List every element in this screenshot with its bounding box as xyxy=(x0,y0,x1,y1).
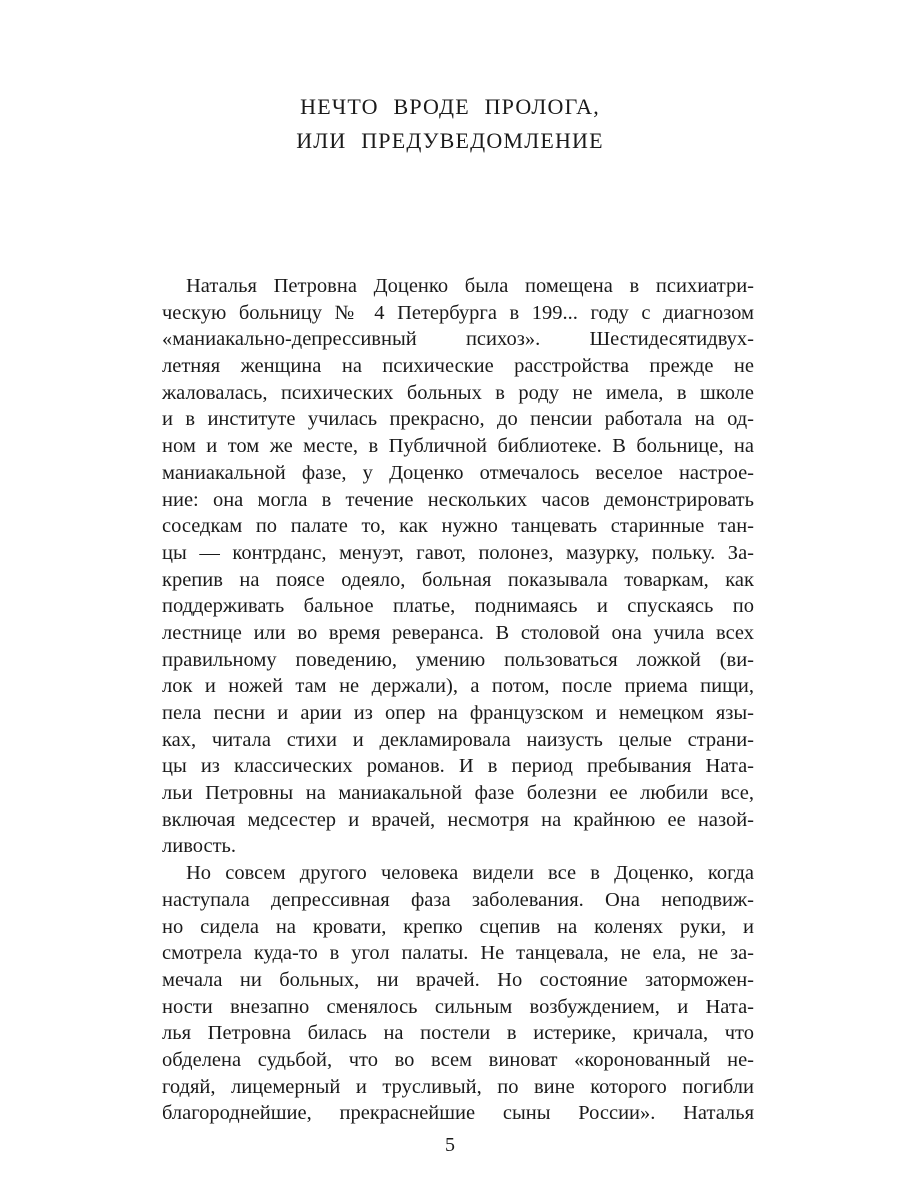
text-line: наступала депрессивная фаза заболевания. Она неподвиж- xyxy=(162,888,754,911)
text-line: пела песни и арии из опер на французском и немецком язы- xyxy=(162,702,754,724)
text-line: годяй, лицемерный и трусливый, по вине которого погибли xyxy=(162,1075,754,1098)
text-line: и в институте училась прекрасно, до пенсии работала на од- xyxy=(162,408,754,431)
text-line: поддерживать бальное платье, поднимаясь и спускаясь по xyxy=(162,595,754,618)
text-line: цы — контрданс, менуэт, гавот, полонез, мазурку, польку. За- xyxy=(162,541,754,564)
text-line: обделена судьбой, что во всем виноват «коронованный не- xyxy=(162,1048,754,1071)
text-line: ках, читала стихи и декламировала наизусть целые страни- xyxy=(162,728,754,751)
chapter-title-line-1: НЕЧТО ВРОДЕ ПРОЛОГА, xyxy=(300,94,600,119)
text-line: «маниакально-депрессивный психоз». Шестидесятидвух- xyxy=(162,328,754,351)
text-line: мечала ни больных, ни врачей. Но состояние заторможен- xyxy=(162,968,754,991)
text-line: соседкам по палате то, как нужно танцевать старинные тан- xyxy=(162,515,754,538)
text-line: ном и том же месте, в Публичной библиотеке. В больнице, на xyxy=(162,435,754,458)
text-line: Наталья Петровна Доценко была помещена в психиатри- xyxy=(186,275,754,297)
text-line: Но совсем другого человека видели все в Доценко, когда xyxy=(186,862,754,885)
text-line: но сидела на кровати, крепко сцепив на коленях руки, и xyxy=(162,915,754,938)
chapter-title-line-2: ИЛИ ПРЕДУВЕДОМЛЕНИЕ xyxy=(296,128,604,153)
text-line: ческую больницу № 4 Петербурга в 199... году с диагнозом xyxy=(162,301,754,324)
text-line: лок и ножей там не держали), а потом, после приема пищи, xyxy=(162,675,754,698)
page-number: 5 xyxy=(445,1134,455,1156)
body-text xyxy=(162,273,754,1127)
text-line: ливость. xyxy=(162,835,237,858)
text-line: ности внезапно сменялось сильным возбуждением, и Ната- xyxy=(162,995,754,1018)
text-line: лья Петровна билась на постели в истерике, кричала, что xyxy=(162,1022,754,1045)
paragraph-1 xyxy=(162,273,754,860)
text-line: маниакальной фазе, у Доценко отмечалось веселое настрое- xyxy=(162,461,754,484)
text-line: ние: она могла в течение нескольких часов демонстрировать xyxy=(162,488,754,511)
text-line: лестнице или во время реверанса. В столовой она учила всех xyxy=(162,621,754,644)
text-line: крепив на поясе одеяло, больная показывала товаркам, как xyxy=(162,568,754,591)
text-line: летняя женщина на психические расстройства прежде не xyxy=(162,355,754,378)
text-line: цы из классических романов. И в период пребывания Ната- xyxy=(162,755,754,778)
text-line: правильному поведению, умению пользоваться ложкой (ви- xyxy=(162,648,754,671)
text-line: смотрела куда-то в угол палаты. Не танцевала, не ела, не за- xyxy=(162,942,754,965)
text-line: включая медсестер и врачей, несмотря на крайнюю ее назой- xyxy=(162,808,754,831)
text-line: льи Петровны на маниакальной фазе болезни ее любили все, xyxy=(162,782,754,805)
text-line: жаловалась, психических больных в роду не имела, в школе xyxy=(162,381,754,404)
text-line: благороднейшие, прекраснейшие сыны России». Наталья xyxy=(162,1102,754,1125)
paragraph-2 xyxy=(162,860,754,1127)
